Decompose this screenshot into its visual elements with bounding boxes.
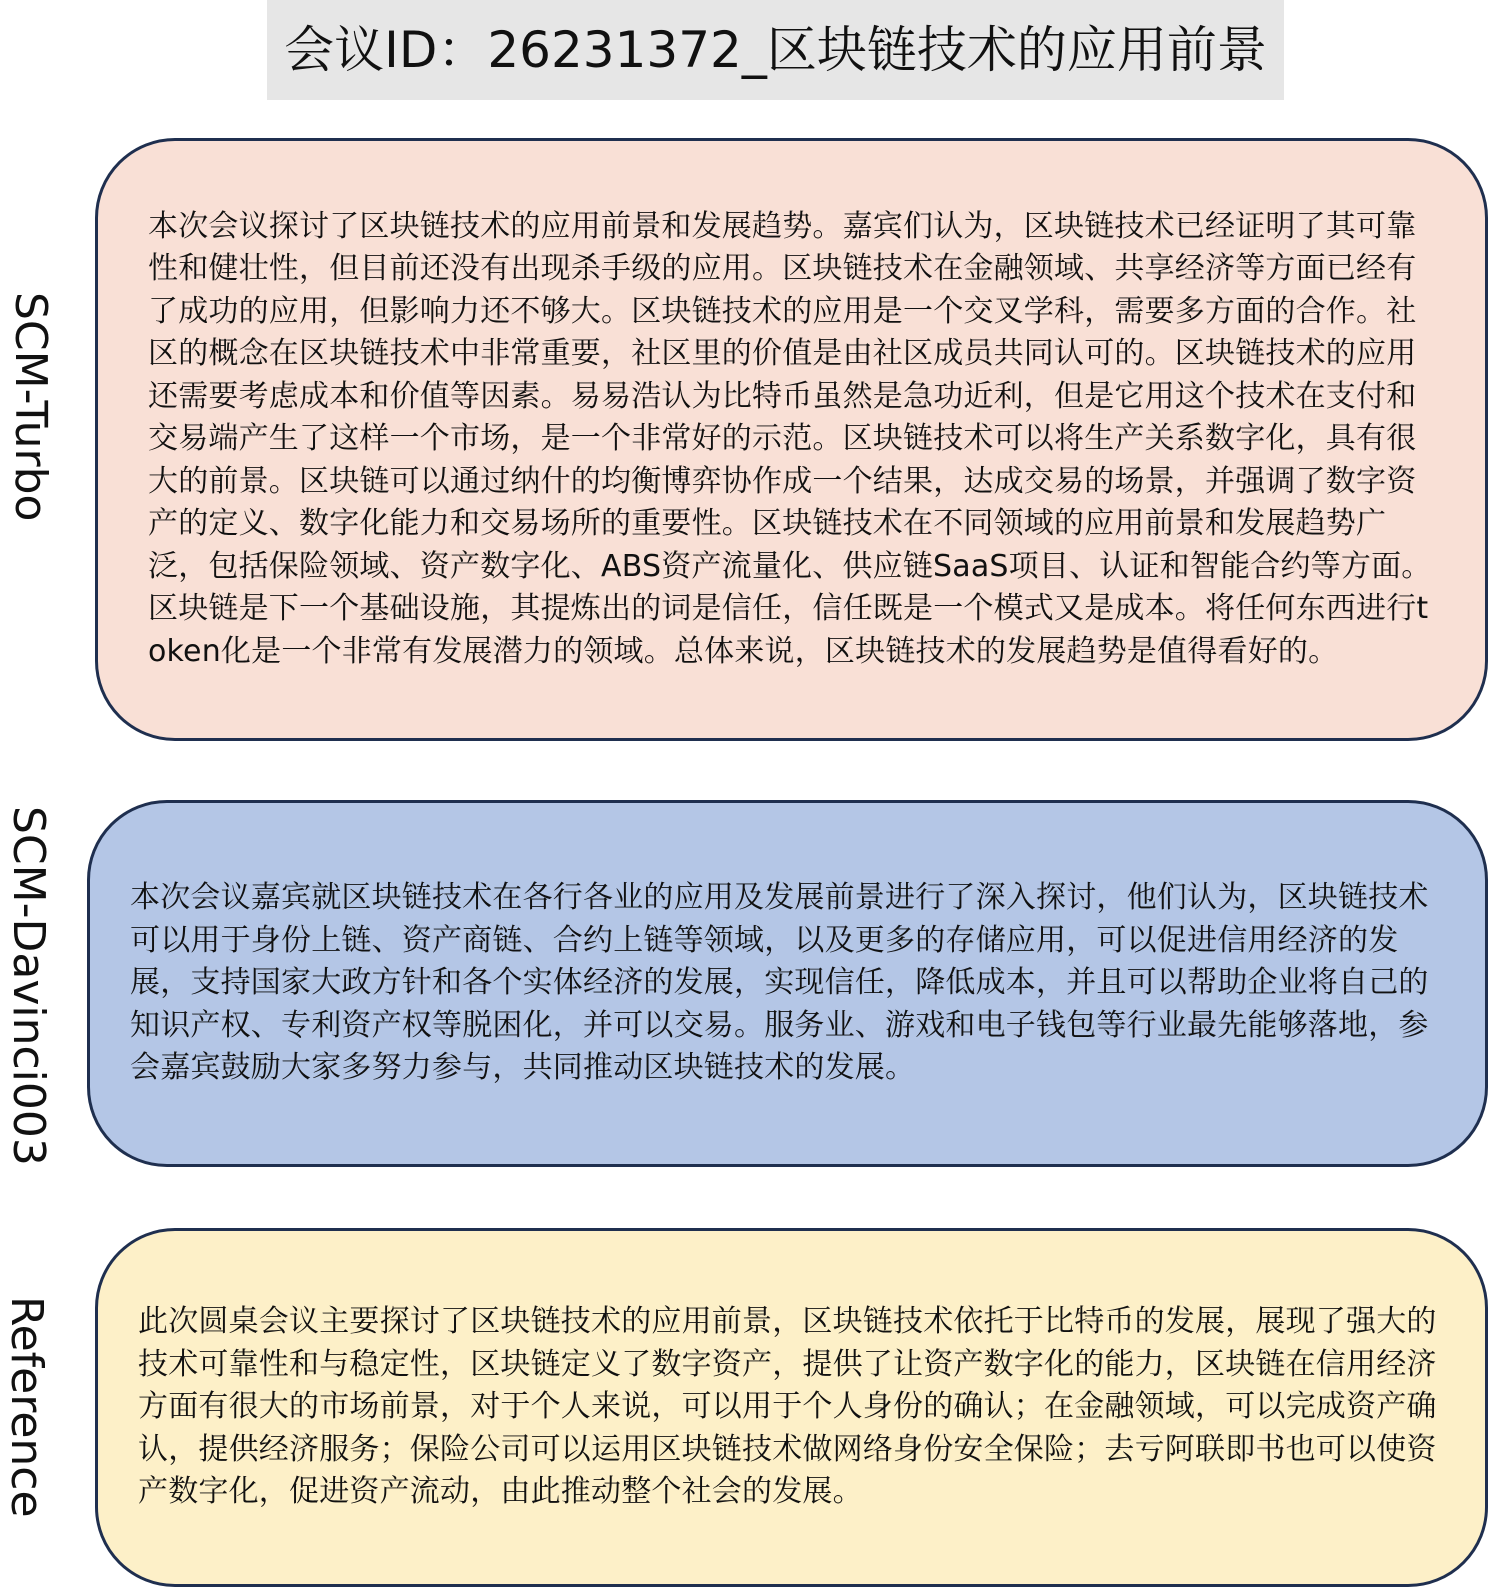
reference-summary-card bbox=[95, 1228, 1488, 1587]
meeting-title: 会议ID：26231372_区块链技术的应用前景 bbox=[267, 0, 1284, 100]
reference-label: Reference bbox=[1, 1296, 52, 1518]
scm-turbo-summary-card bbox=[95, 138, 1488, 741]
scm-turbo-label: SCM-Turbo bbox=[5, 292, 56, 522]
scm-turbo-summary-text: 本次会议探讨了区块链技术的应用前景和发展趋势。嘉宾们认为，区块链技术已经证明了其可靠性和健壮性，但目前还没有出现杀手级的应用。区块链技术在金融领域、共享经济等方面已经有了成功的应用，但影响力还不够大。区块链技术的应用是一个交叉学科，需要多方面的合作。社区的概念在区块链技术中非常重要，社区里的价值是由社区成员共同认可的。区块链技术的应用还需要考虑成本和价值等因素。易易浩认为比特币虽然是急功近利，但是它用这个技术在支付和交易端产生了这样一个市场，是一个非常好的示范。区块链技术可以将生产关系数字化，具有很大的前景。区块链可以通过纳什的均衡博弈协作成一个结果，达成交易的场景，并强调了数字资产的定义、数字化能力和交易场所的重要性。区块链技术在不同领域的应用前景和发展趋势广泛，包括保险领域、资产数字化、ABS资产流量化、供应链SaaS项目、认证和智能合约等方面。区块链是下一个基础设施，其提炼出的词是信任，信任既是一个模式又是成本。将任何东西进行token化是一个非常有发展潜力的领域。总体来说，区块链技术的发展趋势是值得看好的。 bbox=[148, 208, 1432, 669]
reference-summary-text: 此次圆桌会议主要探讨了区块链技术的应用前景，区块链技术依托于比特币的发展，展现了强大的技术可靠性和与稳定性，区块链定义了数字资产，提供了让资产数字化的能力，区块链在信用经济方面有很大的市场前景，对于个人来说，可以用于个人身份的确认；在金融领域，可以完成资产确认，提供经济服务；保险公司可以运用区块链技术做网络身份安全保险；去亏阿联即书也可以使资产数字化，促进资产流动，由此推动整个社会的发展。 bbox=[138, 1304, 1437, 1510]
scm-davinci003-label: SCM-Davinci003 bbox=[3, 806, 54, 1166]
scm-davinci003-summary-text: 本次会议嘉宾就区块链技术在各行各业的应用及发展前景进行了深入探讨，他们认为，区块链技术可以用于身份上链、资产商链、合约上链等领域，以及更多的存储应用，可以促进信用经济的发展，支持国家大政方针和各个实体经济的发展，实现信任，降低成本，并且可以帮助企业将自己的知识产权、专利资产权等脱困化，并可以交易。服务业、游戏和电子钱包等行业最先能够落地，参会嘉宾鼓励大家多努力参与，共同推动区块链技术的发展。 bbox=[130, 880, 1429, 1086]
scm-davinci003-summary-card bbox=[87, 800, 1488, 1167]
